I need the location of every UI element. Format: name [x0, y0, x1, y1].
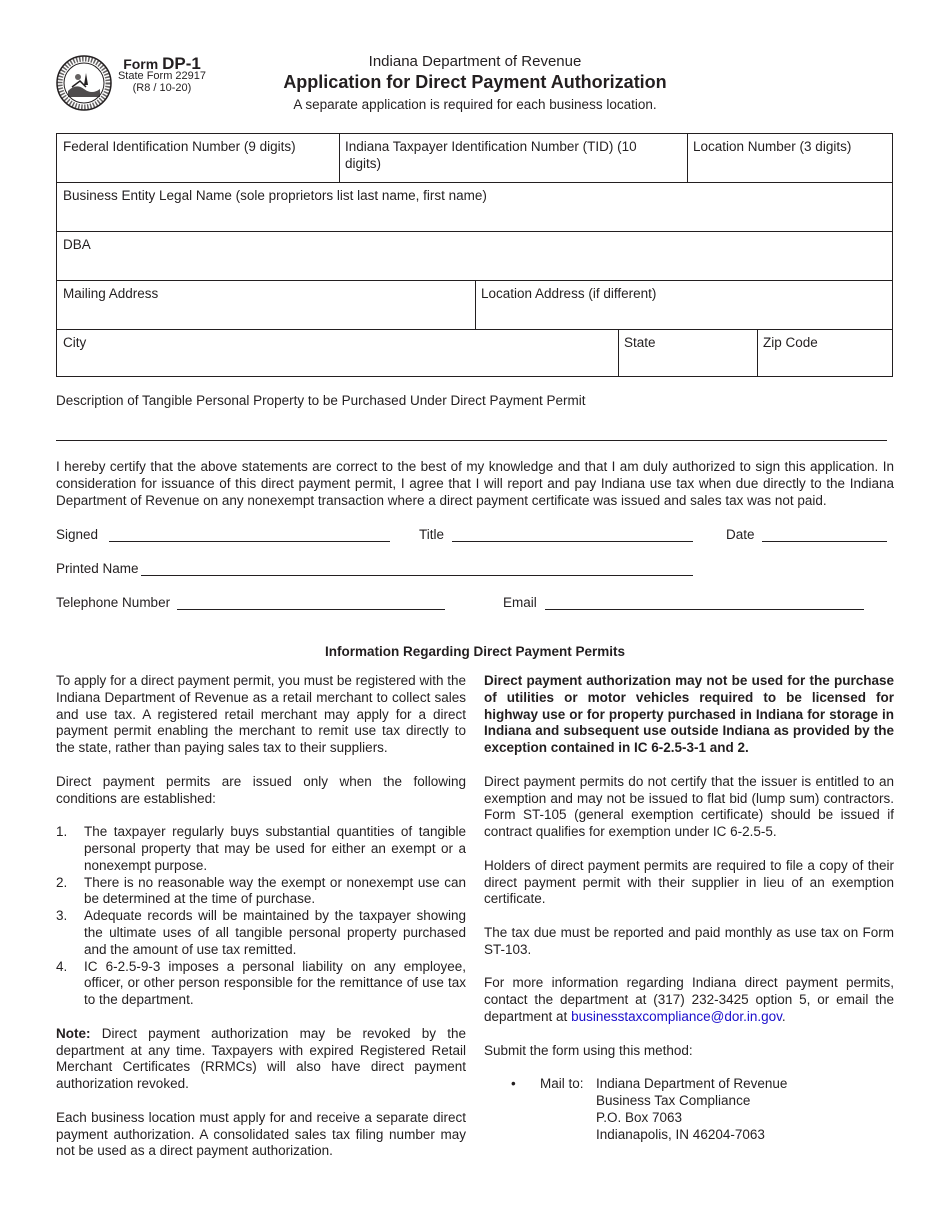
email-label: Email — [503, 595, 537, 610]
legal-name-field[interactable]: Business Entity Legal Name (sole proprietors list last name, first name) — [63, 188, 487, 203]
date-label: Date — [726, 527, 755, 542]
list-text: There is no reasonable way the exempt or nonexempt use can be determined at the time of purchase. — [84, 874, 466, 907]
dba-field[interactable]: DBA — [63, 237, 91, 252]
location-number-field[interactable]: Location Number (3 digits) — [693, 139, 852, 154]
zip-code-field[interactable]: Zip Code — [763, 335, 818, 350]
mail-to-label: Mail to: — [540, 1076, 584, 1092]
location-address-field[interactable]: Location Address (if different) — [481, 286, 657, 301]
mailing-instructions — [484, 1076, 894, 1160]
row-divider — [57, 231, 892, 232]
telephone-line[interactable] — [177, 595, 445, 610]
contact-text: For more information regarding Indiana direct payment permits, contact the department at (317) 232-3425 option 5, or email the department at — [484, 975, 894, 1024]
title-label: Title — [419, 527, 445, 542]
col-divider — [339, 134, 340, 182]
list-item — [56, 824, 466, 874]
page-title: Application for Direct Payment Authorization — [283, 72, 667, 92]
list-number: 4. — [56, 958, 68, 974]
info-paragraph: Direct payment permits are issued only when the following conditions are established: — [56, 773, 466, 806]
email-link[interactable]: businesstaxcompliance@dor.in.gov — [571, 1008, 782, 1024]
info-paragraph: Submit the form using this method: — [484, 1042, 693, 1058]
info-left-column — [56, 673, 466, 1177]
printed-name-label: Printed Name — [56, 561, 139, 576]
date-line[interactable] — [762, 527, 887, 542]
mailing-address — [596, 1076, 896, 1143]
row-divider — [57, 182, 892, 183]
list-item — [56, 908, 466, 958]
info-paragraph: Holders of direct payment permits are required to file a copy of their direct payment permit with their supplier in lieu of an exemption certificate. — [484, 857, 894, 907]
contact-paragraph — [484, 975, 894, 1025]
list-text: IC 6-2.5-9-3 imposes a personal liability on any employee, officer, or other person responsible for the remittance of use tax to the department. — [84, 958, 466, 1008]
address-line: Business Tax Compliance — [596, 1092, 751, 1108]
printed-name-line[interactable] — [141, 561, 693, 576]
list-item — [56, 875, 466, 909]
list-number: 2. — [56, 874, 68, 890]
city-field[interactable]: City — [63, 335, 87, 350]
title-line[interactable] — [452, 527, 693, 542]
list-text: Adequate records will be maintained by the taxpayer showing the ultimate uses of all tangible personal property purchased and the amount of use tax remitted. — [84, 908, 466, 957]
info-right-column — [484, 673, 894, 1160]
address-line: Indianapolis, IN 46204-7063 — [596, 1126, 765, 1142]
identification-table — [56, 133, 893, 377]
note-label: Note: — [56, 1025, 91, 1041]
row-divider — [57, 329, 892, 330]
conditions-list — [56, 824, 466, 1009]
info-paragraph: Direct payment permits do not certify that the issuer is entitled to an exemption and may not be issued to flat bid (lump sum) contractors. Form ST-105 (general exemption certificate) should be issued if contract qualifies for exemption under IC 6-2.5-5. — [484, 773, 894, 840]
info-paragraph: Each business location must apply for and receive a separate direct payment authorization. A consolidated sales tax filing number may not be used as a direct payment authorization. — [56, 1109, 466, 1159]
contact-end: . — [781, 1008, 786, 1024]
bullet: • — [511, 1076, 516, 1092]
col-divider — [757, 329, 758, 377]
email-line[interactable] — [545, 595, 864, 610]
signed-line[interactable] — [109, 527, 390, 542]
list-item — [56, 959, 466, 1009]
address-line: P.O. Box 7063 — [596, 1109, 683, 1125]
info-heading: Information Regarding Direct Payment Permits — [324, 644, 626, 659]
form-number: DP-1 — [162, 54, 201, 73]
description-input-line[interactable] — [56, 440, 887, 441]
note-paragraph — [56, 1026, 466, 1093]
state-field[interactable]: State — [624, 335, 656, 350]
list-number: 1. — [56, 824, 68, 840]
restriction-paragraph: Direct payment authorization may not be used for the purchase of utilities or motor vehicles required to be licensed for highway use or for property purchased in Indiana for storage in Indiana and subsequent use outside Indiana as provided by the exception contained in IC 6-2.5-3-1 and 2. — [484, 673, 894, 756]
form-prefix: Form — [123, 56, 159, 72]
mailing-address-field[interactable]: Mailing Address — [63, 286, 159, 301]
signed-label: Signed — [56, 527, 99, 542]
col-divider — [475, 280, 476, 329]
tid-field[interactable]: Indiana Taxpayer Identification Number (TID) (10 digits) — [345, 139, 637, 171]
col-divider — [687, 134, 688, 182]
page-subtitle: A separate application is required for each business location. — [293, 97, 657, 112]
telephone-label: Telephone Number — [56, 595, 171, 610]
form-revision: (R8 / 10-20) — [132, 82, 192, 94]
info-paragraph: The tax due must be reported and paid monthly as use tax on Form ST-103. — [484, 924, 894, 957]
agency-name: Indiana Department of Revenue — [368, 53, 582, 70]
state-form-number: State Form 22917 — [117, 70, 207, 82]
list-number: 3. — [56, 908, 68, 924]
list-text: The taxpayer regularly buys substantial quantities of tangible personal property that may be used for either an exempt or a nonexempt purpose. — [84, 824, 466, 873]
fein-field[interactable]: Federal Identification Number (9 digits) — [63, 139, 296, 154]
note-text: Direct payment authorization may be revoked by the department at any time. Taxpayers with expired Registered Retail Merchant Certificates (RRMCs) will also have direct payment authorization revoked. — [56, 1025, 466, 1092]
certification-statement: I hereby certify that the above statements are correct to the best of my knowledge and that I am duly authorized to sign this application. In consideration for issuance of this direct payment permit, I agree that I will report and pay Indiana use tax when due directly to the Indiana Department of Revenue on any nonexempt transaction where a direct payment certificate was issued and sales tax was not paid. — [56, 459, 894, 508]
description-label: Description of Tangible Personal Property to be Purchased Under Direct Payment Permit — [56, 393, 586, 408]
col-divider — [618, 329, 619, 377]
address-line: Indiana Department of Revenue — [596, 1076, 788, 1092]
info-paragraph: To apply for a direct payment permit, you must be registered with the Indiana Department of Revenue as a retail merchant to collect sales and use tax. A registered retail merchant may apply for a direct payment permit enabling the merchant to remit use tax directly to the state, rather than paying sales tax to their suppliers. — [56, 673, 466, 756]
